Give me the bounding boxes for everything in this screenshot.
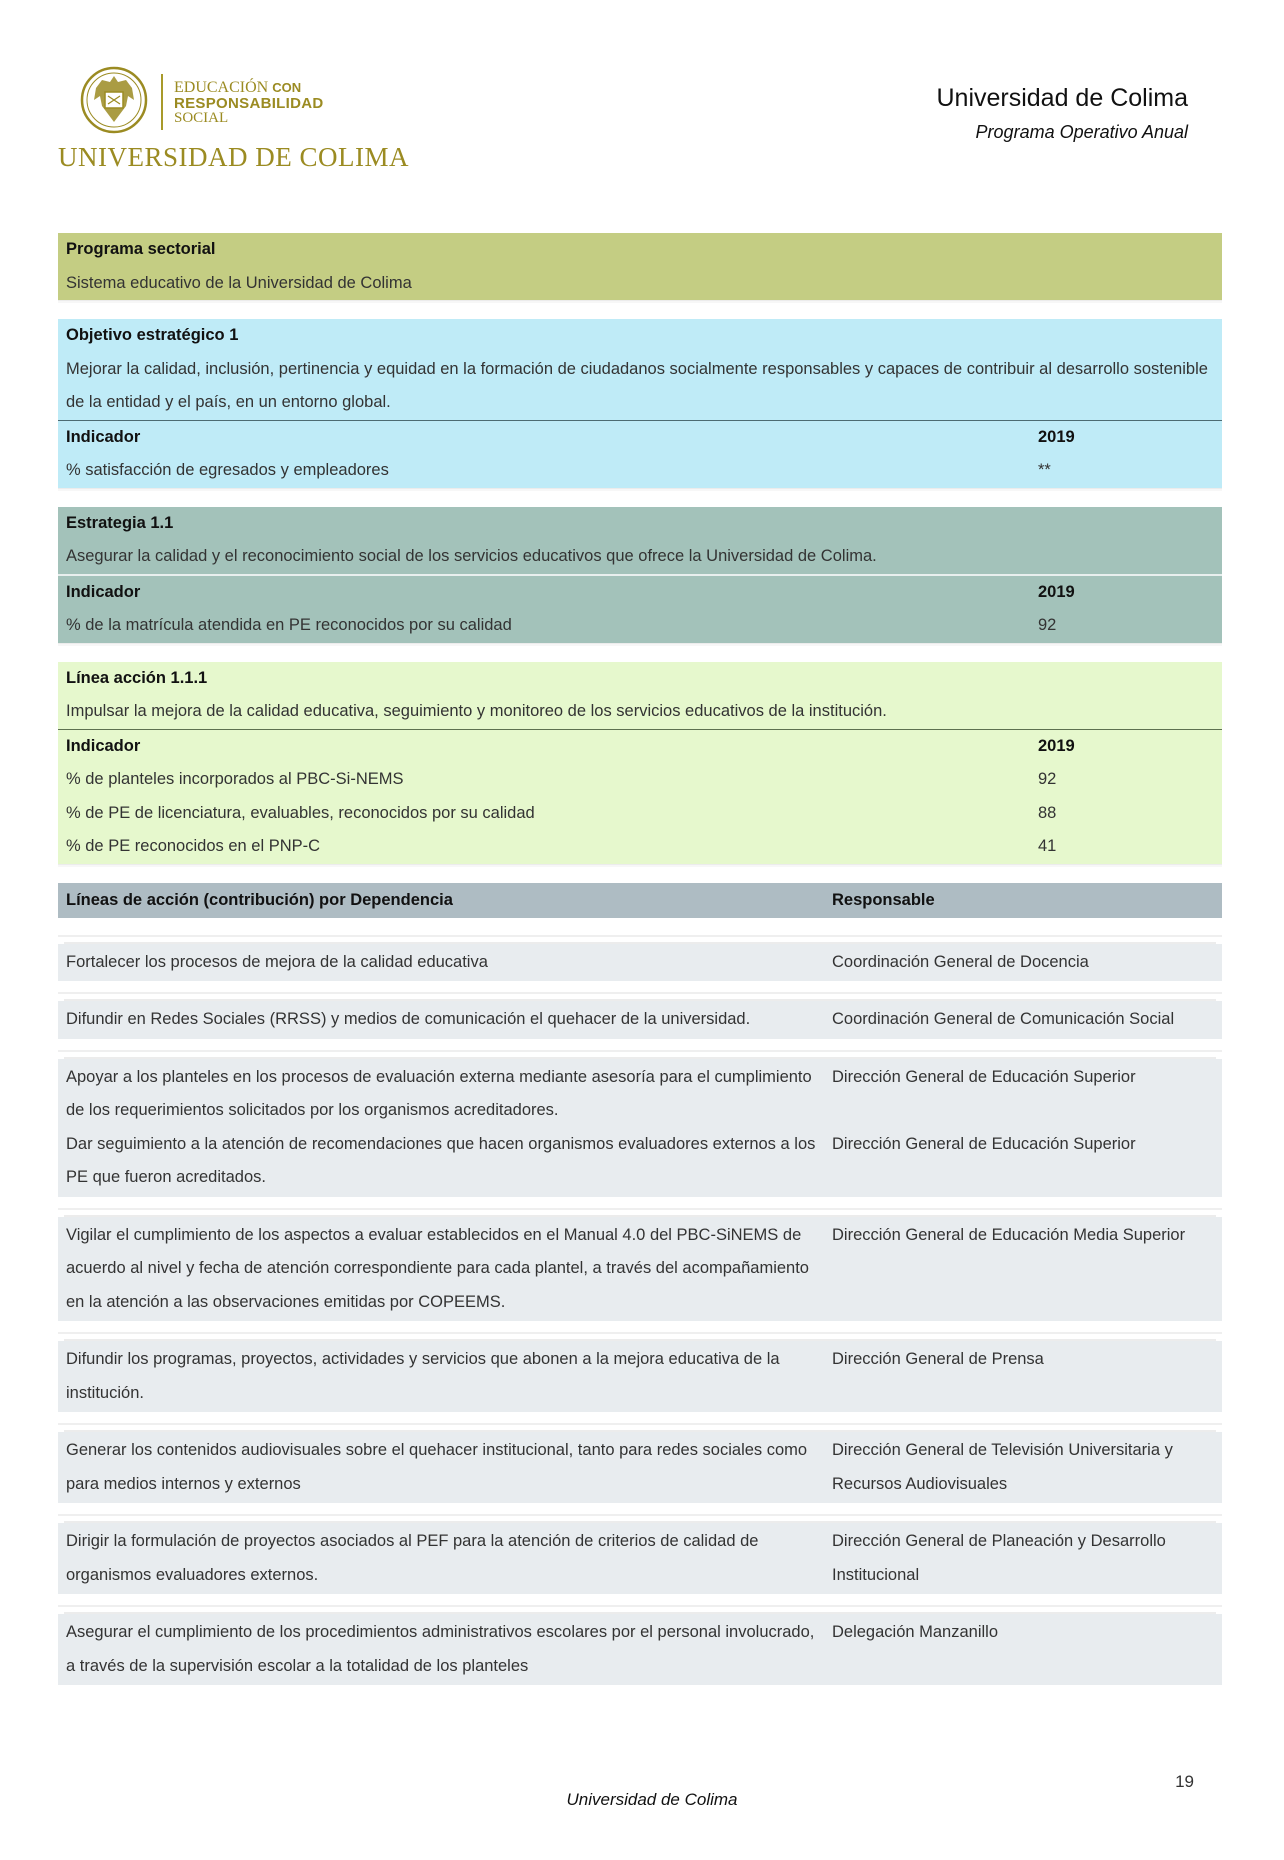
- table-row: [58, 1217, 1222, 1322]
- logo-motto-line2: RESPONSABILIDAD: [174, 95, 324, 112]
- logo-motto-line3: SOCIAL: [174, 110, 229, 126]
- indicator-name: % de la matrícula atendida en PE reconocidos por su calidad: [66, 616, 512, 634]
- table-row: [58, 1059, 1222, 1197]
- linea-label: Línea acción 1.1.1: [66, 668, 208, 687]
- indicator-value: 41: [1038, 837, 1057, 855]
- responsible-text: Dirección General de Educación Superior: [832, 1134, 1136, 1153]
- indicator-header: Indicador: [66, 736, 141, 755]
- header-subtitle: Programa Operativo Anual: [975, 122, 1188, 142]
- estrategia-indicator-header: [58, 574, 1222, 610]
- action-text: Generar los contenidos audiovisuales sobre el quehacer institucional, tanto para redes sociales como para medios internos y externos: [66, 1441, 808, 1493]
- responsible-text: Dirección General de Planeación y Desarrollo Institucional: [832, 1532, 1166, 1584]
- indicator-row: [58, 797, 1222, 831]
- university-logo: [58, 66, 409, 176]
- indicator-row: [58, 454, 1222, 488]
- dependencias-table-header: [58, 883, 1222, 918]
- indicator-header: Indicador: [66, 427, 141, 446]
- page-number: 19: [1175, 1772, 1194, 1791]
- responsible-text: Dirección General de Televisión Universitaria y Recursos Audiovisuales: [832, 1441, 1173, 1493]
- year-header: 2019: [1038, 582, 1075, 601]
- objetivo-indicator-header: [58, 420, 1222, 455]
- linea-text: Impulsar la mejora de la calidad educativa, seguimiento y monitoreo de los servicios educativos de la institución.: [66, 702, 887, 720]
- logo-separator: [161, 74, 163, 130]
- table-row: [58, 1432, 1222, 1503]
- estrategia-section: [58, 507, 1222, 643]
- responsible-text: Coordinación General de Comunicación Social: [832, 1010, 1175, 1028]
- action-text: Apoyar a los planteles en los procesos de evaluación externa mediante asesoría para el cumplimiento de los requerimientos solicitados por los organismos acreditadores.: [66, 1067, 812, 1119]
- responsible-text: Dirección General de Prensa: [832, 1350, 1044, 1368]
- responsible-text: Delegación Manzanillo: [832, 1623, 999, 1641]
- table-row: [58, 944, 1222, 982]
- header-title: Universidad de Colima: [936, 84, 1188, 112]
- header-responsible: Responsable: [832, 890, 935, 909]
- logo-university-name: UNIVERSIDAD DE COLIMA: [58, 142, 409, 172]
- indicator-value: 88: [1038, 803, 1057, 822]
- year-header: 2019: [1038, 427, 1075, 446]
- year-header: 2019: [1038, 736, 1075, 755]
- table-row: [58, 1341, 1222, 1412]
- table-row: [58, 1001, 1222, 1039]
- university-crest-icon: [80, 66, 148, 134]
- logo-motto-line1: EDUCACIÓN CON: [174, 79, 302, 96]
- indicator-row: [58, 609, 1222, 643]
- estrategia-label: Estrategia 1.1: [66, 513, 174, 532]
- indicator-name: % de PE reconocidos en el PNP-C: [66, 837, 321, 855]
- programa-value: Sistema educativo de la Universidad de Colima: [66, 273, 412, 292]
- objetivo-text: Mejorar la calidad, inclusión, pertinencia y equidad en la formación de ciudadanos socialmente responsables y capaces de contribuir al desarrollo sostenible de la entidad y el país, en un entorno global.: [66, 359, 1208, 411]
- action-text: Vigilar el cumplimiento de los aspectos a evaluar establecidos en el Manual 4.0 del PBC-SiNEMS de acuerdo al nivel y fecha de atención correspondiente para cada plantel, a través del acompañamiento en la atención a las observaciones emitidas por COPEEMS.: [66, 1225, 809, 1311]
- indicator-header: Indicador: [66, 582, 141, 601]
- action-text: Difundir en Redes Sociales (RRSS) y medios de comunicación el quehacer de la universidad.: [66, 1010, 751, 1028]
- action-text: Asegurar el cumplimiento de los procedimientos administrativos escolares por el personal involucrado, a través de la supervisión escolar a la totalidad de los planteles: [66, 1623, 815, 1675]
- programa-label: Programa sectorial: [66, 240, 216, 258]
- indicator-row: [58, 763, 1222, 797]
- responsible-text: Dirección General de Educación Superior: [832, 1067, 1136, 1086]
- responsible-text: Coordinación General de Docencia: [832, 952, 1089, 971]
- action-text: Dirigir la formulación de proyectos asociados al PEF para la atención de criterios de calidad de organismos evaluadores externos.: [66, 1532, 759, 1584]
- indicator-name: % de planteles incorporados al PBC-Si-NEMS: [66, 770, 404, 788]
- table-row: [58, 1614, 1222, 1685]
- table-row: [58, 1523, 1222, 1594]
- action-text: Fortalecer los procesos de mejora de la calidad educativa: [66, 952, 488, 971]
- indicator-value: 92: [1038, 770, 1057, 788]
- linea-indicator-header: [58, 729, 1222, 764]
- indicator-value: **: [1038, 461, 1051, 479]
- header-action: Líneas de acción (contribución) por Dependencia: [66, 890, 453, 909]
- indicator-name: % de PE de licenciatura, evaluables, reconocidos por su calidad: [66, 803, 535, 822]
- linea-accion-section: [58, 662, 1222, 864]
- indicator-name: % satisfacción de egresados y empleadores: [66, 461, 389, 479]
- action-text: Dar seguimiento a la atención de recomendaciones que hacen organismos evaluadores externos a los PE que fueron acreditados.: [66, 1134, 816, 1186]
- main-content: [58, 233, 1222, 1705]
- objetivo-label: Objetivo estratégico 1: [66, 326, 239, 344]
- objetivo-section: [58, 319, 1222, 488]
- action-text: Difundir los programas, proyectos, actividades y servicios que abonen a la mejora educativa de la institución.: [66, 1350, 780, 1402]
- estrategia-text: Asegurar la calidad y el reconocimiento social de los servicios educativos que ofrece la Universidad de Colima.: [66, 547, 877, 565]
- footer-text: Universidad de Colima: [566, 1790, 738, 1809]
- responsible-text: Dirección General de Educación Media Superior: [832, 1225, 1186, 1244]
- indicator-value: 92: [1038, 616, 1057, 634]
- programa-sectorial-section: [58, 233, 1222, 300]
- indicator-row: [58, 830, 1222, 864]
